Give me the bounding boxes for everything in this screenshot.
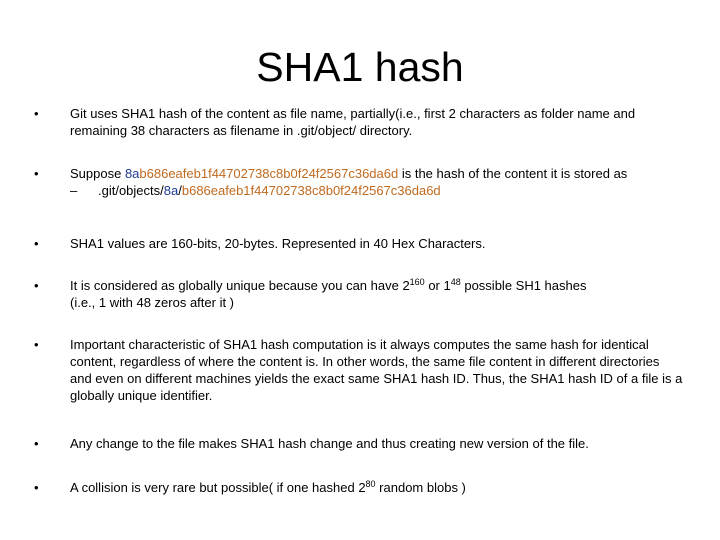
bullet-marker: • <box>34 278 39 293</box>
bullet-text: Important characteristic of SHA1 hash computation is it always computes the same hash for identical content, regardless of where the content is. In other words, the same file content in different directories and even on different machines yields the exact same SHA1 hash ID. Thus, the SHA1 hash ID of a file is a globally unique identifier. <box>70 337 683 403</box>
slide-title: SHA1 hash <box>256 44 464 90</box>
path-separator: / <box>178 183 182 198</box>
path-folder: 8a <box>163 183 179 198</box>
exponent: 160 <box>409 277 425 287</box>
bullet-text: SHA1 values are 160-bits, 20-bytes. Represented in 40 Hex Characters. <box>70 236 486 251</box>
bullet-text-part: It is considered as globally unique because you can have 2 <box>70 278 410 293</box>
bullet-text <box>70 479 684 496</box>
bullet-marker: • <box>34 166 39 181</box>
bullet-marker: • <box>34 106 39 121</box>
bullet-item-6 <box>34 435 684 452</box>
path-file: b686eafeb1f44702738c8b0f24f2567c36da6d <box>181 183 441 198</box>
bullet-item-2 <box>34 165 684 199</box>
hash-folder-chars: 8a <box>124 166 140 181</box>
bullet-text <box>70 165 684 182</box>
path-prefix: .git/objects/ <box>98 183 164 198</box>
bullet-prefix: Suppose <box>70 166 125 181</box>
bullet-marker: • <box>34 337 39 352</box>
bullet-marker: • <box>34 236 39 251</box>
bullet-text-part: possible SH1 hashes <box>460 278 587 293</box>
bullet-text: Any change to the file makes SHA1 hash change and thus creating new version of the file. <box>70 436 589 451</box>
hash-file-chars: b686eafeb1f44702738c8b0f24f2567c36da6d <box>139 166 399 181</box>
bullet-text-part: (i.e., 1 with 48 zeros after it ) <box>70 295 235 310</box>
bullet-text <box>70 277 684 311</box>
exponent: 48 <box>450 277 461 287</box>
sub-bullet <box>70 182 684 199</box>
bullet-marker: • <box>34 480 39 495</box>
bullet-item-7 <box>34 479 684 496</box>
bullet-text-part: or 1 <box>424 278 451 293</box>
bullet-marker: • <box>34 436 39 451</box>
bullet-item-4 <box>34 277 684 311</box>
bullet-text: Git uses SHA1 hash of the content as file name, partially(i.e., first 2 characters as folder name and remaining 38 characters as filename in .git/object/ directory. <box>70 106 636 138</box>
bullet-text-part: random blobs ) <box>375 480 466 495</box>
bullet-suffix: is the hash of the content it is stored as <box>398 166 628 181</box>
bullet-text-part: A collision is very rare but possible( if one hashed 2 <box>70 480 366 495</box>
exponent: 80 <box>365 479 376 489</box>
bullet-item-5 <box>34 336 684 404</box>
bullet-item-3 <box>34 235 684 252</box>
bullet-item-1 <box>34 105 684 139</box>
sub-bullet-dash: – <box>70 183 78 198</box>
